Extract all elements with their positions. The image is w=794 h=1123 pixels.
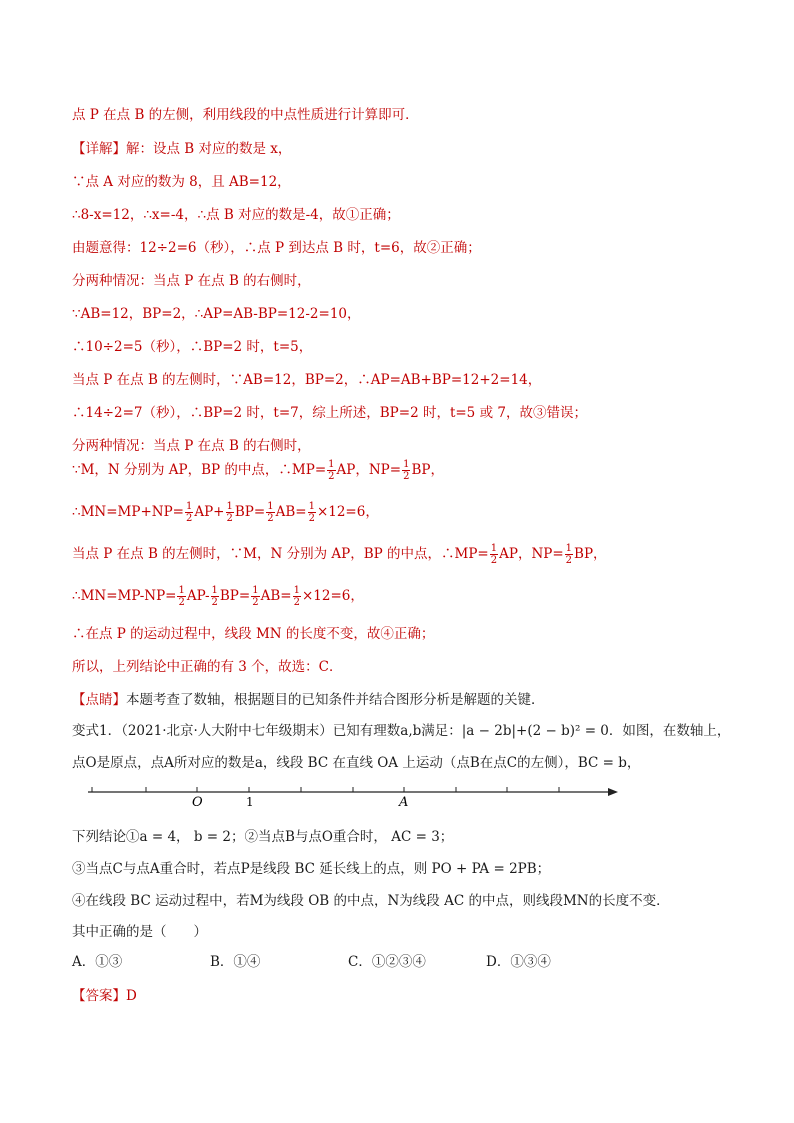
fraction: $\frac{1}{2}$ (565, 543, 573, 566)
conclusion-line: ④在线段 BC 运动过程中，若M为线段 OB 的中点，N为线段 AC 的中点，则线段MN的长度不变． (72, 893, 670, 909)
option-a: A．①③ (72, 954, 123, 970)
option-c: C．①②③④ (348, 954, 426, 970)
text-line: 【详解】解：设点 B 对应的数是 x， (72, 141, 292, 157)
text-line: ∴10÷2=5（秒），∴BP=2 时，t=5， (72, 339, 313, 355)
fraction-line: ∴MN=MP+NP= $\frac{1}{2}$ AP+ $\frac{1}{2}$ BP= $\frac{1}{2}$ AB= $\frac{1}{2}$ ×12=6， (72, 501, 379, 524)
text-line: 点 P 在点 B 的左侧，利用线段的中点性质进行计算即可． (72, 107, 419, 123)
fraction: $\frac{1}{2}$ (211, 585, 218, 608)
text-line: 所以，上列结论中正确的有 3 个，故选：C． (72, 659, 343, 675)
fraction-line: ∵M，N 分别为 AP，BP 的中点，∴MP= $\frac{1}{2}$ AP，NP= $\frac{1}{2}$ BP， (72, 459, 444, 482)
answer-tag: 【答案】 (72, 988, 126, 1004)
fraction: $\frac{1}{2}$ (267, 501, 274, 524)
comment-tag: 【点睛】 (72, 692, 126, 708)
text-line: ∴在点 P 的运动过程中，线段 MN 的长度不变，故④正确； (72, 626, 435, 642)
text-line: 当点 P 在点 B 的左侧时，∵AB=12，BP=2，∴AP=AB+BP=12+2=14， (72, 372, 542, 388)
fraction-line: 当点 P 在点 B 的左侧时，∵M，N 分别为 AP，BP 的中点，∴MP= $\frac{1}{2}$ AP，NP= $\frac{1}{2}$ BP， (72, 543, 607, 566)
axis-label-one: 1 (246, 795, 254, 809)
fraction: $\frac{1}{2}$ (403, 459, 410, 482)
variant-title: 变式1．（2021·北京·人大附中七年级期末）已知有理数a,b满足：|a − 2b|+(2 − b)² = 0．如图，在数轴上， (72, 723, 731, 739)
variant-line: 点O是原点，点A所对应的数是a，线段 BC 在直线 OA 上运动（点B在点C的左侧），BC = b， (72, 755, 641, 771)
arrow-icon (608, 788, 618, 796)
answer-value: D (126, 988, 137, 1004)
axis-label-o: O (192, 795, 203, 810)
fraction-line: ∴MN=MP-NP= $\frac{1}{2}$ AP- $\frac{1}{2}$ BP= $\frac{1}{2}$ AB= $\frac{1}{2}$ ×12=6， (72, 585, 364, 608)
conclusion-line: ③当点C与点A重合时，若点P是线段 BC 延长线上的点，则 PO + PA = 2PB； (72, 861, 551, 877)
answer-line (72, 984, 137, 1004)
text-line: 分两种情况：当点 P 在点 B 的右侧时， (72, 438, 311, 454)
fraction: $\frac{1}{2}$ (185, 501, 193, 524)
comment-line (72, 688, 545, 708)
fraction: $\frac{1}{2}$ (252, 585, 259, 608)
option-b: B．①④ (210, 954, 261, 970)
fraction: $\frac{1}{2}$ (308, 501, 315, 524)
option-d: D．①③④ (486, 954, 551, 970)
comment-text: 本题考查了数轴，根据题目的已知条件并结合图形分析是解题的关键． (126, 692, 545, 708)
axis-label-a: A (399, 795, 409, 810)
text-line: ∴14÷2=7（秒），∴BP=2 时，t=7，综上所述，BP=2 时，t=5 或 7，故③错误； (72, 405, 587, 421)
text-line: ∴8-x=12，∴x=-4，∴点 B 对应的数是-4，故①正确； (72, 207, 400, 223)
fraction: $\frac{1}{2}$ (490, 543, 498, 566)
text-line: ∵点 A 对应的数为 8，且 AB=12， (72, 174, 291, 190)
fraction: $\frac{1}{2}$ (226, 501, 233, 524)
fraction: $\frac{1}{2}$ (328, 459, 335, 482)
fraction: $\frac{1}{2}$ (293, 585, 300, 608)
fraction: $\frac{1}{2}$ (178, 585, 185, 608)
conclusion-line: 下列结论①a = 4， b = 2；②当点B与点O重合时， AC = 3； (72, 829, 454, 845)
text-line: ∵AB=12，BP=2，∴AP=AB-BP=12-2=10， (72, 306, 361, 322)
text-line: 由题意得：12÷2=6（秒），∴点 P 到达点 B 时，t=6，故②正确； (72, 240, 481, 256)
question-line: 其中正确的是（ ） (72, 924, 207, 940)
number-line (86, 784, 626, 814)
text-line: 分两种情况：当点 P 在点 B 的右侧时， (72, 273, 311, 289)
